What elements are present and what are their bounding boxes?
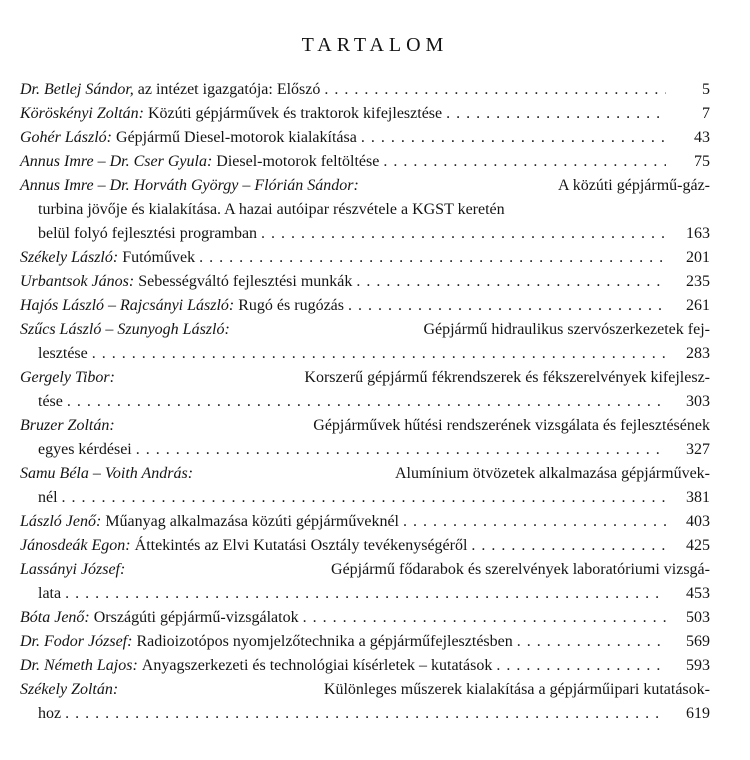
entry-title: lata xyxy=(38,585,62,602)
toc-entry-line xyxy=(20,438,710,462)
dot-leader xyxy=(348,294,666,318)
dot-leader xyxy=(361,126,666,150)
entry-title: Korszerű gépjármű fékrendszerek és fékszerelvények kifejlesz- xyxy=(304,369,710,386)
entry-author: Annus Imre – Dr. Horváth György – Flórián Sándor: xyxy=(20,177,359,194)
toc-entry-line xyxy=(20,150,710,174)
entry-title: Gépjárművek hűtési rendszerének vizsgálata és fejlesztésének xyxy=(313,417,710,434)
toc-entry-line xyxy=(20,654,710,678)
toc-entry-line xyxy=(20,630,710,654)
entry-author: Bruzer Zoltán: xyxy=(20,417,115,434)
entry-title: Gépjármű fődarabok és szerelvények laboratóriumi vizsgá- xyxy=(331,561,710,578)
entry-author: Székely László: xyxy=(20,249,119,266)
entry-title: A közúti gépjármű-gáz- xyxy=(558,177,710,194)
entry-page-number: 381 xyxy=(686,489,710,506)
table-of-contents xyxy=(20,78,710,726)
entry-page-number: 7 xyxy=(702,105,710,122)
dot-leader xyxy=(471,534,666,558)
entry-page-number: 5 xyxy=(702,81,710,98)
entry-title: Áttekintés az Elvi Kutatási Osztály tevékenységéről xyxy=(134,537,468,554)
page-title: TARTALOM xyxy=(301,34,449,56)
entry-title: Sebességváltó fejlesztési munkák xyxy=(138,273,353,290)
toc-entry-line xyxy=(20,702,710,726)
toc-entry[interactable] xyxy=(20,414,710,462)
dot-leader xyxy=(92,342,666,366)
toc-entry-line xyxy=(20,246,710,270)
toc-entry-line xyxy=(20,294,710,318)
entry-page-number: 503 xyxy=(686,609,710,626)
entry-author: Hajós László – Rajcsányi László: xyxy=(20,297,235,314)
entry-title: Alumínium ötvözetek alkalmazása gépjárművek- xyxy=(395,465,710,482)
entry-page-number: 43 xyxy=(694,129,710,146)
toc-entry-line xyxy=(20,678,710,702)
dot-leader xyxy=(383,150,666,174)
dot-leader xyxy=(403,510,666,534)
dot-leader xyxy=(65,582,666,606)
entry-author: Gohér László: xyxy=(20,129,113,146)
toc-entry-line xyxy=(20,486,710,510)
entry-title: Közúti gépjárművek és traktorok kifejlesztése xyxy=(148,105,443,122)
toc-entry[interactable] xyxy=(20,678,710,726)
toc-entry[interactable] xyxy=(20,150,710,174)
entry-author: Samu Béla – Voith András: xyxy=(20,465,194,482)
toc-entry-line xyxy=(20,534,710,558)
entry-title: nél xyxy=(38,489,58,506)
entry-title: Futóművek xyxy=(122,249,196,266)
entry-page-number: 303 xyxy=(686,393,710,410)
dot-leader xyxy=(261,222,666,246)
entry-title: turbina jövője és kialakítása. A hazai autóipar részvétele a KGST keretén xyxy=(38,201,505,218)
toc-entry-line xyxy=(20,270,710,294)
entry-page-number: 201 xyxy=(686,249,710,266)
toc-entry[interactable] xyxy=(20,462,710,510)
entry-title: hoz xyxy=(38,705,62,722)
toc-entry-line xyxy=(20,126,710,150)
entry-author: Szűcs László – Szunyogh László: xyxy=(20,321,230,338)
entry-page-number: 403 xyxy=(686,513,710,530)
entry-title: Műanyag alkalmazása közúti gépjárműveknél xyxy=(105,513,399,530)
toc-entry[interactable] xyxy=(20,174,710,246)
dot-leader xyxy=(356,270,666,294)
toc-entry[interactable] xyxy=(20,366,710,414)
dot-leader xyxy=(136,438,666,462)
entry-author: Urbantsok János: xyxy=(20,273,135,290)
toc-entry-line xyxy=(20,318,710,342)
entry-author: László Jenő: xyxy=(20,513,102,530)
entry-title: egyes kérdései xyxy=(38,441,132,458)
toc-entry[interactable] xyxy=(20,510,710,534)
dot-leader xyxy=(62,486,666,510)
toc-entry-line xyxy=(20,222,710,246)
entry-page-number: 425 xyxy=(686,537,710,554)
entry-author: Jánosdeák Egon: xyxy=(20,537,131,554)
entry-title: Gépjármű hidraulikus szervószerkezetek fej- xyxy=(423,321,710,338)
entry-title: Gépjármű Diesel-motorok kialakítása xyxy=(116,129,357,146)
entry-page-number: 619 xyxy=(686,705,710,722)
entry-page-number: 163 xyxy=(686,225,710,242)
dot-leader xyxy=(303,606,666,630)
entry-author: Dr. Fodor József: xyxy=(20,633,133,650)
toc-entry-line xyxy=(20,78,710,102)
toc-entry[interactable] xyxy=(20,606,710,630)
entry-page-number: 327 xyxy=(686,441,710,458)
entry-title: Rugó és rugózás xyxy=(238,297,345,314)
toc-entry-line xyxy=(20,510,710,534)
entry-author: Bóta Jenő: xyxy=(20,609,90,626)
toc-entry-line xyxy=(20,342,710,366)
toc-entry[interactable] xyxy=(20,270,710,294)
entry-author: Dr. Betlej Sándor, xyxy=(20,81,134,98)
toc-entry-line xyxy=(20,102,710,126)
dot-leader xyxy=(496,654,666,678)
toc-entry[interactable] xyxy=(20,78,710,102)
entry-title: az intézet igazgatója: Előszó xyxy=(137,81,321,98)
entry-page-number: 261 xyxy=(686,297,710,314)
toc-entry[interactable] xyxy=(20,318,710,366)
entry-author: Gergely Tibor: xyxy=(20,369,115,386)
entry-title: Különleges műszerek kialakítása a gépjárműipari kutatások- xyxy=(323,681,710,698)
entry-title: tése xyxy=(38,393,63,410)
entry-title: Radioizotópos nyomjelzőtechnika a gépjárműfejlesztésben xyxy=(136,633,513,650)
toc-entry-line xyxy=(20,198,710,222)
entry-author: Székely Zoltán: xyxy=(20,681,119,698)
toc-entry-line xyxy=(20,462,710,486)
entry-author: Lassányi József: xyxy=(20,561,126,578)
entry-title: Anyagszerkezeti és technológiai kísérletek – kutatások xyxy=(141,657,493,674)
entry-author: Annus Imre – Dr. Cser Gyula: xyxy=(20,153,213,170)
entry-page-number: 75 xyxy=(694,153,710,170)
dot-leader xyxy=(199,246,666,270)
entry-page-number: 283 xyxy=(686,345,710,362)
entry-page-number: 593 xyxy=(686,657,710,674)
entry-title: Diesel-motorok feltöltése xyxy=(216,153,380,170)
dot-leader xyxy=(517,630,666,654)
toc-entry[interactable] xyxy=(20,246,710,270)
toc-entry-line xyxy=(20,366,710,390)
entry-author: Köröskényi Zoltán: xyxy=(20,105,144,122)
toc-entry[interactable] xyxy=(20,558,710,606)
entry-title: belül folyó fejlesztési programban xyxy=(38,225,258,242)
dot-leader xyxy=(67,390,666,414)
toc-entry-line xyxy=(20,414,710,438)
toc-entry[interactable] xyxy=(20,102,710,126)
entry-title: Országúti gépjármű-vizsgálatok xyxy=(93,609,299,626)
dot-leader xyxy=(446,102,666,126)
toc-entry-line xyxy=(20,558,710,582)
dot-leader xyxy=(324,78,666,102)
toc-entry[interactable] xyxy=(20,654,710,678)
toc-entry[interactable] xyxy=(20,126,710,150)
toc-entry[interactable] xyxy=(20,630,710,654)
entry-page-number: 569 xyxy=(686,633,710,650)
toc-entry-line xyxy=(20,582,710,606)
toc-entry-line xyxy=(20,174,710,198)
entry-page-number: 453 xyxy=(686,585,710,602)
entry-author: Dr. Németh Lajos: xyxy=(20,657,138,674)
dot-leader xyxy=(65,702,666,726)
entry-page-number: 235 xyxy=(686,273,710,290)
toc-entry-line xyxy=(20,390,710,414)
entry-title: lesztése xyxy=(38,345,88,362)
toc-entry-line xyxy=(20,606,710,630)
toc-entry[interactable] xyxy=(20,534,710,558)
toc-entry[interactable] xyxy=(20,294,710,318)
